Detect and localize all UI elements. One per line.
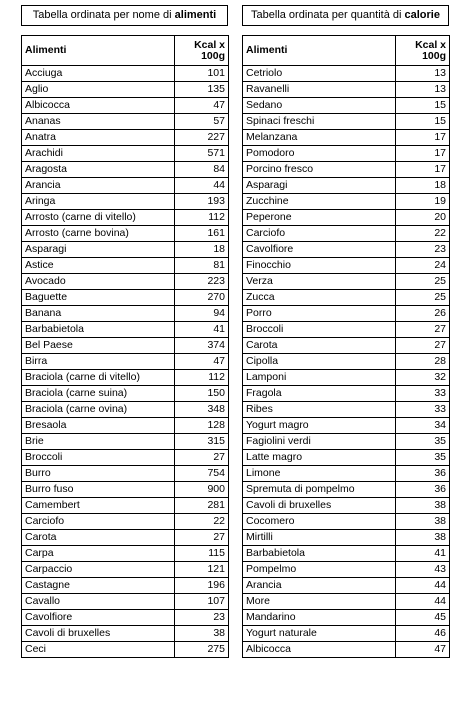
table-row [243,258,450,274]
kcal-value-cell: 374 [175,338,229,354]
food-name-cell: Anatra [22,130,175,146]
food-name-cell: Camembert [22,498,175,514]
food-name-cell: Acciuga [22,66,175,82]
table-row [22,626,229,642]
kcal-value-cell: 161 [175,226,229,242]
kcal-value-cell: 315 [175,434,229,450]
kcal-value-cell: 34 [396,418,450,434]
food-name-cell: Zucchine [243,194,396,210]
kcal-value-cell: 18 [396,178,450,194]
table-by-food-panel [21,5,228,658]
food-name-cell: Albicocca [243,642,396,658]
table-row [22,290,229,306]
food-name-cell: Limone [243,466,396,482]
table-row [243,498,450,514]
table-row [22,482,229,498]
table-row [22,306,229,322]
food-name-cell: Barbabietola [22,322,175,338]
kcal-value-cell: 41 [396,546,450,562]
table-row [22,274,229,290]
table-row [243,546,450,562]
food-name-cell: Arancia [22,178,175,194]
food-name-cell: Braciola (carne suina) [22,386,175,402]
table-row [22,98,229,114]
food-name-cell: Lamponi [243,370,396,386]
kcal-value-cell: 33 [396,386,450,402]
food-name-cell: Broccoli [243,322,396,338]
table-row [22,610,229,626]
kcal-value-cell: 26 [396,306,450,322]
kcal-value-cell: 227 [175,130,229,146]
table-row [22,418,229,434]
column-header-kcal [175,36,229,66]
food-name-cell: Cipolla [243,354,396,370]
table-row [22,578,229,594]
food-name-cell: Banana [22,306,175,322]
kcal-value-cell: 25 [396,274,450,290]
table-row [243,594,450,610]
food-name-cell: Castagne [22,578,175,594]
kcal-value-cell: 115 [175,546,229,562]
table-row [243,482,450,498]
table-row [22,530,229,546]
table-row [243,194,450,210]
kcal-value-cell: 57 [175,114,229,130]
kcal-value-cell: 32 [396,370,450,386]
kcal-value-cell: 27 [175,530,229,546]
kcal-value-cell: 112 [175,210,229,226]
kcal-value-cell: 135 [175,82,229,98]
kcal-value-cell: 128 [175,418,229,434]
food-name-cell: Cocomero [243,514,396,530]
food-name-cell: Asparagi [243,178,396,194]
food-name-cell: Carota [22,530,175,546]
table-row [243,418,450,434]
kcal-value-cell: 81 [175,258,229,274]
kcal-value-cell: 36 [396,482,450,498]
table-header-row [22,36,229,66]
food-name-cell: Pompelmo [243,562,396,578]
food-name-cell: Cavolfiore [243,242,396,258]
table-row [243,274,450,290]
table-row [22,338,229,354]
table-row [243,610,450,626]
table-row [243,162,450,178]
kcal-value-cell: 35 [396,450,450,466]
food-name-cell: Fragola [243,386,396,402]
kcal-value-cell: 47 [175,98,229,114]
table-row [243,562,450,578]
food-name-cell: Ceci [22,642,175,658]
food-name-cell: Cavoli di bruxelles [22,626,175,642]
kcal-value-cell: 275 [175,642,229,658]
kcal-value-cell: 44 [396,594,450,610]
kcal-value-cell: 33 [396,402,450,418]
food-name-cell: Mirtilli [243,530,396,546]
kcal-value-cell: 13 [396,82,450,98]
table-header-row [243,36,450,66]
food-name-cell: Birra [22,354,175,370]
food-calorie-table [21,35,229,658]
kcal-value-cell: 27 [396,338,450,354]
table-row [243,434,450,450]
food-name-cell: Sedano [243,98,396,114]
table-row [22,402,229,418]
food-name-cell: Pomodoro [243,146,396,162]
food-name-cell: Spremuta di pompelmo [243,482,396,498]
table-row [22,242,229,258]
kcal-value-cell: 25 [396,290,450,306]
kcal-value-cell: 17 [396,146,450,162]
table-row [243,82,450,98]
food-name-cell: Ravanelli [243,82,396,98]
kcal-header-line2: 100g [422,49,446,62]
kcal-value-cell: 101 [175,66,229,82]
kcal-value-cell: 754 [175,466,229,482]
table-row [243,578,450,594]
food-name-cell: Porcino fresco [243,162,396,178]
kcal-value-cell: 22 [175,514,229,530]
food-name-cell: Burro fuso [22,482,175,498]
food-name-cell: Brie [22,434,175,450]
kcal-value-cell: 193 [175,194,229,210]
food-name-cell: Carpaccio [22,562,175,578]
column-header-kcal [396,36,450,66]
table-row [22,162,229,178]
kcal-value-cell: 38 [175,626,229,642]
table-row [243,338,450,354]
table-row [22,498,229,514]
kcal-value-cell: 44 [175,178,229,194]
food-name-cell: Ribes [243,402,396,418]
kcal-value-cell: 84 [175,162,229,178]
food-name-cell: Ananas [22,114,175,130]
kcal-value-cell: 150 [175,386,229,402]
food-name-cell: Arrosto (carne di vitello) [22,210,175,226]
kcal-value-cell: 15 [396,98,450,114]
table-row [22,562,229,578]
table-row [22,354,229,370]
kcal-value-cell: 47 [175,354,229,370]
food-name-cell: Spinaci freschi [243,114,396,130]
kcal-value-cell: 23 [396,242,450,258]
kcal-value-cell: 13 [396,66,450,82]
kcal-value-cell: 41 [175,322,229,338]
food-name-cell: Fagiolini verdi [243,434,396,450]
kcal-value-cell: 223 [175,274,229,290]
food-name-cell: Asparagi [22,242,175,258]
kcal-value-cell: 46 [396,626,450,642]
food-name-cell: Arachidi [22,146,175,162]
table-row [22,370,229,386]
food-name-cell: Braciola (carne ovina) [22,402,175,418]
table-row [22,450,229,466]
caption-text: Tabella ordinata per nome di [32,9,175,21]
table-row [243,146,450,162]
kcal-value-cell: 44 [396,578,450,594]
table-row [243,242,450,258]
food-name-cell: Mandarino [243,610,396,626]
food-name-cell: Barbabietola [243,546,396,562]
kcal-value-cell: 121 [175,562,229,578]
table-row [243,290,450,306]
kcal-value-cell: 94 [175,306,229,322]
table-row [243,178,450,194]
food-name-cell: Arrosto (carne bovina) [22,226,175,242]
table-row [243,114,450,130]
kcal-value-cell: 20 [396,210,450,226]
kcal-value-cell: 27 [396,322,450,338]
kcal-header-line1: Kcal x [415,38,446,51]
kcal-header-line1: Kcal x [194,38,225,51]
table-row [243,514,450,530]
table-row [243,370,450,386]
food-name-cell: Carpa [22,546,175,562]
table-row [22,258,229,274]
kcal-value-cell: 35 [396,434,450,450]
food-name-cell: Porro [243,306,396,322]
table-row [22,114,229,130]
food-name-cell: Bel Paese [22,338,175,354]
food-name-cell: Peperone [243,210,396,226]
food-name-cell: Broccoli [22,450,175,466]
kcal-value-cell: 28 [396,354,450,370]
kcal-value-cell: 17 [396,162,450,178]
table-row [22,130,229,146]
food-name-cell: Arancia [243,578,396,594]
kcal-header-line2: 100g [201,49,225,62]
food-name-cell: Yogurt magro [243,418,396,434]
table-row [22,210,229,226]
table-caption [21,5,228,26]
table-row [243,226,450,242]
kcal-value-cell: 24 [396,258,450,274]
table-row [22,66,229,82]
kcal-value-cell: 22 [396,226,450,242]
table-row [243,386,450,402]
table-row [243,210,450,226]
table-row [22,386,229,402]
table-row [22,434,229,450]
food-name-cell: Cavallo [22,594,175,610]
food-name-cell: Finocchio [243,258,396,274]
table-row [243,306,450,322]
table-row [243,354,450,370]
food-name-cell: Albicocca [22,98,175,114]
food-name-cell: More [243,594,396,610]
caption-bold-text: alimenti [174,9,217,21]
food-name-cell: Braciola (carne di vitello) [22,370,175,386]
food-name-cell: Carciofo [243,226,396,242]
kcal-value-cell: 23 [175,610,229,626]
kcal-value-cell: 38 [396,514,450,530]
food-name-cell: Melanzana [243,130,396,146]
kcal-value-cell: 900 [175,482,229,498]
table-row [22,322,229,338]
kcal-value-cell: 17 [396,130,450,146]
column-header-food: Alimenti [22,36,175,66]
caption-bold-text: calorie [404,9,440,21]
food-name-cell: Cetriolo [243,66,396,82]
food-name-cell: Burro [22,466,175,482]
food-name-cell: Baguette [22,290,175,306]
food-name-cell: Latte magro [243,450,396,466]
caption-text: Tabella ordinata per quantità di [251,9,405,21]
kcal-value-cell: 47 [396,642,450,658]
table-row [22,194,229,210]
kcal-value-cell: 38 [396,498,450,514]
kcal-value-cell: 43 [396,562,450,578]
table-row [243,130,450,146]
table-row [243,402,450,418]
column-header-food: Alimenti [243,36,396,66]
table-caption [242,5,449,26]
food-name-cell: Carciofo [22,514,175,530]
table-row [22,226,229,242]
kcal-value-cell: 15 [396,114,450,130]
table-row [22,178,229,194]
kcal-value-cell: 27 [175,450,229,466]
table-row [243,322,450,338]
kcal-value-cell: 36 [396,466,450,482]
table-row [22,642,229,658]
table-row [22,466,229,482]
food-name-cell: Verza [243,274,396,290]
food-name-cell: Cavolfiore [22,610,175,626]
food-name-cell: Bresaola [22,418,175,434]
kcal-value-cell: 196 [175,578,229,594]
food-name-cell: Carota [243,338,396,354]
food-name-cell: Zucca [243,290,396,306]
table-row [243,642,450,658]
table-row [243,450,450,466]
food-calorie-table [242,35,450,658]
kcal-value-cell: 348 [175,402,229,418]
table-row [243,626,450,642]
kcal-value-cell: 281 [175,498,229,514]
kcal-value-cell: 571 [175,146,229,162]
kcal-value-cell: 38 [396,530,450,546]
food-name-cell: Avocado [22,274,175,290]
table-row [243,466,450,482]
food-name-cell: Aragosta [22,162,175,178]
table-row [243,530,450,546]
kcal-value-cell: 112 [175,370,229,386]
food-name-cell: Astice [22,258,175,274]
kcal-value-cell: 45 [396,610,450,626]
food-name-cell: Aringa [22,194,175,210]
table-row [22,594,229,610]
food-name-cell: Aglio [22,82,175,98]
table-row [22,546,229,562]
kcal-value-cell: 107 [175,594,229,610]
table-by-calories-panel [242,5,449,658]
table-row [243,98,450,114]
table-row [22,514,229,530]
table-row [22,146,229,162]
table-row [243,66,450,82]
food-name-cell: Yogurt naturale [243,626,396,642]
food-name-cell: Cavoli di bruxelles [243,498,396,514]
kcal-value-cell: 18 [175,242,229,258]
table-row [22,82,229,98]
kcal-value-cell: 270 [175,290,229,306]
kcal-value-cell: 19 [396,194,450,210]
